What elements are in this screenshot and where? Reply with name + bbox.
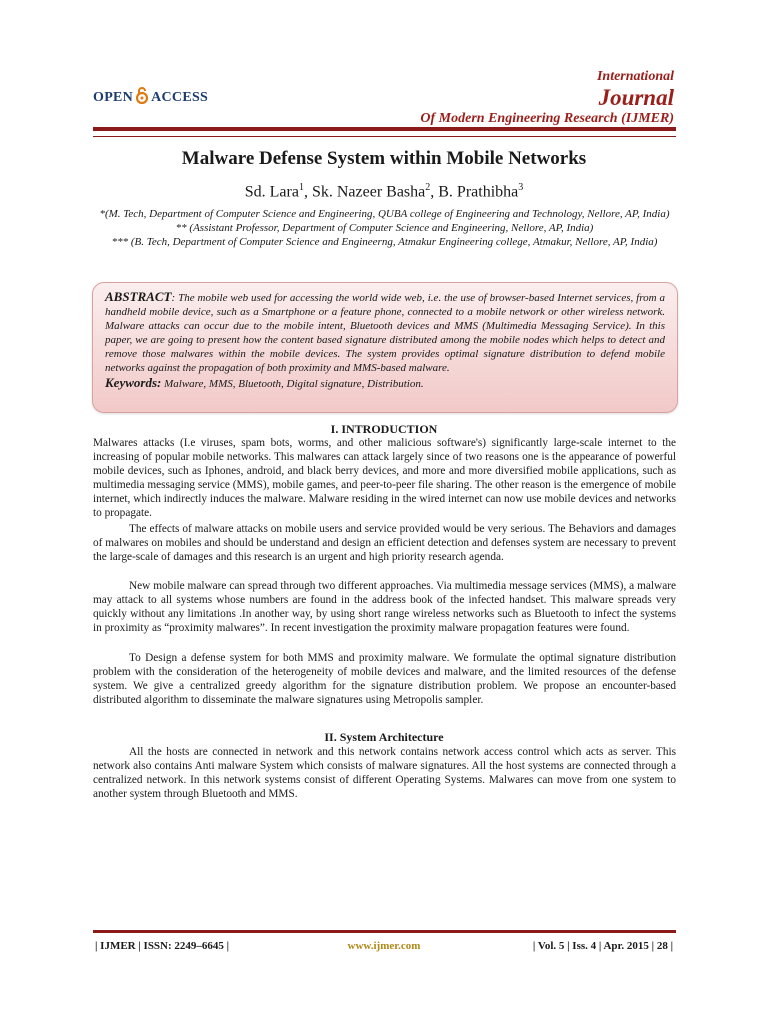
section-heading-system-architecture: II. System Architecture [324,730,444,744]
journal-name [420,68,674,128]
affiliations [93,207,676,249]
body-paragraph: New mobile malware can spread through two different approaches. Via multimedia message services (MMS), a malware may attack to all systems whose numbers are found in the address book of the infected handset. This malware spreads very quickly without any limitations .In another way, by using short range wireless networks such as Bluetooth to infect the systems in proximity as “proximity malwares”. In recent investigation the proximity malware propagation features were found. [93,580,676,634]
header-divider [93,127,676,137]
keywords-label: Keywords: [105,375,162,390]
footer-divider [93,930,676,933]
keywords-text: Malware, MMS, Bluetooth, Digital signature, Distribution. [161,378,424,390]
author-list [0,182,768,201]
open-access-logo [93,86,208,109]
body-paragraph: The effects of malware attacks on mobile users and service provided would be very serious. The Behaviors and damages of malwares on mobiles and should be understand and design an efficient detection and defenses system are necessary to prevent the large-scale of damages and this research is an urgent and high priority research agenda. [93,523,676,563]
section-heading-introduction: I. INTRODUCTION [330,422,438,436]
author-affil-mark: 3 [518,182,524,193]
paper-title: Malware Defense System within Mobile Networks [181,148,587,169]
abstract-label: ABSTRACT [105,289,172,304]
body-paragraph: All the hosts are connected in network and this network contains network access control which acts as server. This network also contains Anti malware System which consists of malware signatures. All the host systems are connected through a centralized network. In this network systems consist of different Operating Systems. Malwares can move from one system to another system through Bluetooth and MMS. [93,746,676,800]
body-paragraph: To Design a defense system for both MMS and proximity malware. We formulate the optimal signature distribution problem with the consideration of the heterogeneity of mobile devices and malware, and the limited resources of the defense system. We give a centralized greedy algorithm for the signature distribution problem. We propose an encounter-based distributed algorithm to disseminate the malware signatures using Metropolis sampler. [93,652,676,706]
abstract-text: : The mobile web used for accessing the world wide web, i.e. the use of browser-based Internet services, from a handheld mobile device, such as a Smartphone or a feature phone, connected to a mobile network or other wireless network. Malware attacks can occur due to the mobile intent, Bluetooth devices and MMS (Multimedia Messaging Service). In this paper, we are going to present how the content based signature distributed among the mobile nodes which helps to detect and remove those malwares within the mobile devices. The system provides optimal signature distribution to defend mobile networks against the propagation of both proximity and MMS-based malware. [105,292,665,374]
journal-line-journal: Journal [598,85,674,110]
footer-website-link[interactable]: www.ijmer.com [347,940,421,952]
journal-line-full: Of Modern Engineering Research (IJMER) [420,111,674,126]
footer-volume-info: | Vol. 5 | Iss. 4 | Apr. 2015 | 28 | [532,940,673,952]
brand-open-text: OPEN [93,89,134,105]
author-name: B. Prathibha [438,183,519,201]
author-name: Sd. Lara [244,183,299,201]
author-separator: , [303,183,312,201]
author-name: Sk. Nazeer Basha [311,183,426,201]
affiliation-line: *(M. Tech, Department of Computer Science and Engineering, QUBA college of Engineering and Technology, Nellore, AP, India) [99,208,670,220]
author-affil-mark: 1 [298,182,304,193]
abstract-box [92,282,678,413]
author-separator: , [430,183,439,201]
author-affil-mark: 2 [425,182,431,193]
open-access-lock-icon [136,86,148,109]
footer-issn: | IJMER | ISSN: 2249–6645 | [95,940,230,952]
keywords [105,376,665,391]
affiliation-line: ** (Assistant Professor, Department of Computer Science and Engineering, Nellore, AP, India) [175,222,594,234]
body-paragraph: Malwares attacks (I.e viruses, spam bots, worms, and other malicious software's) significantly large-scale internet to the increasing of popular mobile networks. This malwares can attack largely since of two reasons one is the appearance of powerful mobile devices, such as Iphones, android, and black berry devices, and more and more diversified mobile applications, such as multimedia messaging service (MMS), mobile games, and peer-to-peer file sharing. The other reason is the emergence of mobile internet, which indirectly induces the malware. Malware residing in the wired internet can now use mobile devices and networks to propagate. [93,437,676,519]
abstract-body [105,290,665,375]
journal-line-international: International [596,69,674,84]
affiliation-line: *** (B. Tech, Department of Computer Science and Engineerng, Atmakur Engineering college, Atmakur, Nellore, AP, India) [111,236,658,248]
brand-access-text: ACCESS [151,89,209,105]
